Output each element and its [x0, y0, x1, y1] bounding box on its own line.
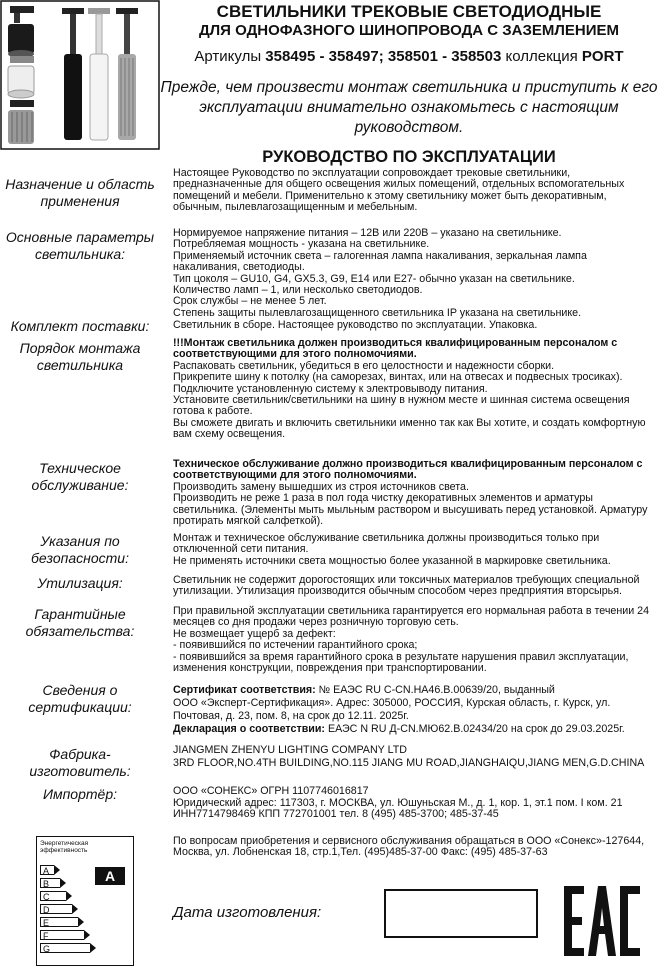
energy-class-d-text: D [40, 904, 72, 914]
maintenance-bold: Техническое обслуживание должно производиться квалифицированным персоналом с соответствующими для этого полномочиями. [173, 458, 643, 482]
maintenance-text: Производить замену вышедших из строя источников света. Производить не реже 1 раза в пол года чистку декоративных элементов и арматуры светильника. (Элементы мыть мыльным раствором и высушивать перед установкой. Арматуру протирать мягкой салфеткой). [173, 480, 648, 528]
articles-line [160, 48, 658, 66]
decl-prefix: Декларация о соответствии: [173, 723, 325, 735]
energy-label [36, 836, 134, 966]
factory-text: JIANGMEN ZHENYU LIGHTING COMPANY LTD 3RD FLOOR,NO.4TH BUILDING,NO.115 JIANG MU ROAD,JIANGHAIQU,JIANG MEN,G.D.CHINA [173, 744, 645, 769]
install-text: Распаковать светильник, убедиться в его целостности и надежности сборки. Прикрепите шину к потолку (на саморезах, винтах, или на отвесах и подвесных тросиках). Подключите установленную систему к электровыводу питания. Установите светильник/светильники на шину в нужном месте и шинная система освещения готова к работе. Вы сможете двигать и включить светильники именно так как Вы хотите, и создать комфортную вам схему освещения. [173, 359, 646, 441]
purpose-label: Назначение и область применения [5, 176, 155, 209]
energy-class-b-text: B [40, 878, 60, 888]
energy-selected-class: A [95, 867, 125, 885]
params-text: Нормируемое напряжение питания – 12В или 220В – указано на светильнике. Потребляемая мощность - указана на светильнике. Применяемый источник света – галогенная лампа накаливания, зеркальная лампа накаливания, светодиоды. Тип цоколя – GU10, G4, GX5.3, G9, E14 или E27- обычно указан на светильнике. Количество ламп – 1, или несколько светодиодов. Срок службы – не менее 5 лет. Степень защиты пылевлагозащищенного светильника IP указана на светильнике. [173, 227, 587, 319]
cert-body: ООО «Эксперт-Сертификация». Адрес: 305000, РОССИЯ, Курская область, г. Курск, ул. Почтовая, д. 23, пом. 8, на срок до 12.11. 2025г. [173, 697, 611, 722]
purpose-text: Настоящее Руководство по эксплуатации сопровождает трековые светильники, предназначенные для общего освещения жилых помещений, отдельных вспомогательных помещений и мебели. Применительно к этому светильнику может быть декоративным, обычным, пылевлагозащищенным и мебельным. [173, 167, 625, 214]
install-bold: !!!Монтаж светильника должен производиться квалифицированным персоналом с соответствующими для этого полномочиями. [173, 337, 618, 361]
warranty-text: При правильной эксплуатации светильника гарантируется его нормальная работа в течении 24 месяцев со дня продажи через розничную торговую сеть. Не возмещает ущерб за дефект: - появившийся по истечении гарантийного срока; - появившийся за время гарантийного срока в результате нарушения правил эксплуатации, изменения конструкции, повреждения при транспортировании. [173, 605, 650, 675]
install-label: Порядок монтажа светильника [19, 340, 141, 373]
energy-class-c-text: C [40, 891, 66, 901]
importer-label: Импортёр: [42, 786, 117, 802]
energy-class-g-text: G [40, 943, 90, 953]
spot-white-icon [8, 56, 34, 98]
document-subtitle: ДЛЯ ОДНОФАЗНОГО ШИНОПРОВОДА С ЗАЗЕМЛЕНИЕМ [198, 22, 620, 39]
manual-title: РУКОВОДСТВО ПО ЭКСПЛУАТАЦИИ [262, 148, 556, 166]
contacts-text: По вопросам приобретения и сервисного обслуживания обращаться в ООО «Сонекс»-127644, Москва, ул. Лобненская 18, стр.1,Тел. (495)485-37-00 Факс: (495) 485-37-63 [173, 835, 645, 859]
certification-label: Сведения о сертификации: [28, 682, 132, 715]
articles-range: 358495 - 358497; 358501 - 358503 [265, 48, 502, 65]
document-title: СВЕТИЛЬНИКИ ТРЕКОВЫЕ СВЕТОДИОДНЫЕ [216, 2, 602, 21]
disposal-text: Светильник не содержит дорогостоящих или токсичных материалов требующих специальной утилизации. Утилизация производится обычным способом через предприятия вторсырья. [173, 574, 640, 598]
energy-class-a-text: A [40, 865, 54, 875]
kit-label: Комплект поставки: [10, 318, 150, 334]
collection-word: коллекция [505, 48, 578, 65]
articles-prefix: Артикулы [194, 48, 262, 65]
disposal-label: Утилизация: [37, 575, 123, 591]
date-box [384, 889, 538, 938]
maintenance-block [173, 459, 651, 527]
maintenance-label: Техническое обслуживание: [31, 460, 129, 493]
warranty-label: Гарантийные обязательства: [25, 606, 135, 639]
product-photos [0, 0, 160, 150]
energy-class-e-text: E [40, 917, 78, 927]
decl-text: ЕАЭС N RU Д-CN.МЮ62.В.02434/20 на срок до 29.03.2025г. [327, 723, 625, 735]
collection-name: PORT [581, 48, 624, 65]
safety-text: Монтаж и техническое обслуживание светильника должны производиться только при отключенной сети питания. Не применять источники света мощностью более указанной в маркировке светильника. [173, 532, 611, 567]
spot-silver-icon [8, 100, 34, 144]
energy-class-f-text: F [40, 930, 84, 940]
cert-prefix: Сертификат соответствия: [173, 684, 316, 696]
factory-label: Фабрика-изготовитель: [29, 746, 131, 779]
safety-label: Указания по безопасности: [31, 533, 129, 566]
eac-mark-icon [562, 884, 642, 958]
certification-block [173, 684, 651, 736]
params-label: Основные параметры светильника: [5, 229, 155, 262]
cert-number: № ЕАЭС RU C-CN.НА46.В.00639/20, выданный [318, 684, 555, 696]
date-label: Дата изготовления: [173, 904, 322, 921]
energy-heading: Энергетическая эффективность [40, 840, 89, 854]
install-block [173, 338, 651, 441]
importer-text: ООО «СОНЕКС» ОГРН 1107746016817 Юридический адрес: 117303, г. МОСКВА, ул. Юшуньская М., д. 1, кор. 1, эт.1 пом. I ком. 21 ИНН7714798469 КПП 772701001 тел. 8 (495) 485-3700; 485-37-45 [173, 785, 623, 821]
warning-text: Прежде, чем произвести монтаж светильника и приступить к его эксплуатации внимательно ознакомьтесь с настоящим руководством. [160, 79, 658, 136]
kit-text: Светильник в сборе. Настоящее руководство по эксплуатации. Упаковка. [173, 319, 538, 331]
